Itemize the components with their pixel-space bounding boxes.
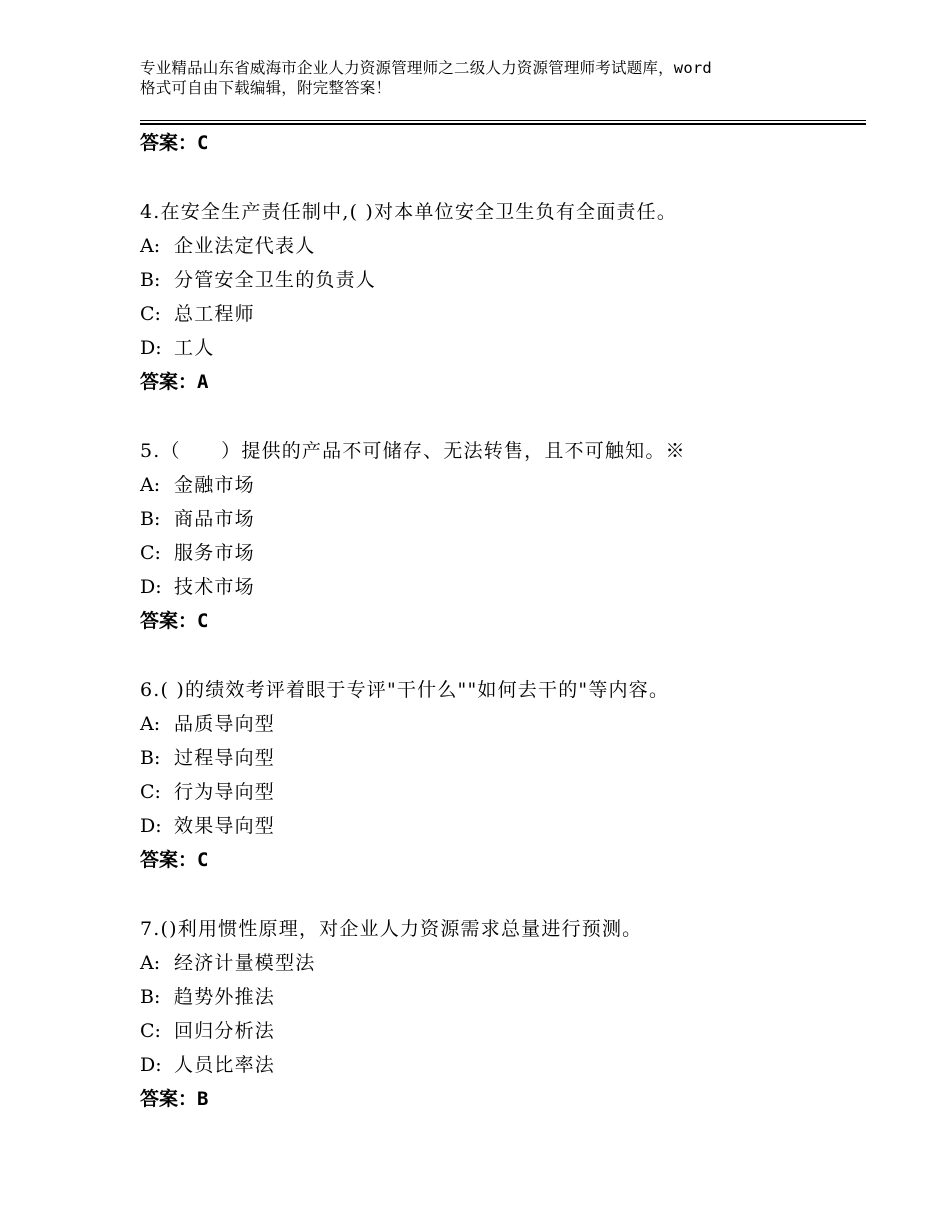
option-text: 商品市场 — [174, 508, 255, 530]
option-text: 效果导向型 — [174, 815, 276, 837]
question-7-option-a — [140, 951, 315, 975]
question-6-option-a — [140, 712, 275, 736]
option-key: A: — [140, 235, 161, 257]
header-line-2: 格式可自由下载编辑，附完整答案！ — [140, 79, 392, 97]
header-divider-thin — [140, 120, 866, 121]
option-key: A: — [140, 952, 161, 974]
option-text: 企业法定代表人 — [174, 235, 316, 257]
option-key: A: — [140, 474, 161, 496]
option-text: 行为导向型 — [174, 781, 276, 803]
option-key: C: — [140, 781, 161, 803]
question-4-option-d — [140, 336, 214, 360]
option-key: D: — [140, 1054, 162, 1076]
option-key: D: — [140, 337, 162, 359]
option-key: B: — [140, 747, 161, 769]
option-text: 金融市场 — [174, 474, 255, 496]
option-key: D: — [140, 576, 162, 598]
previous-answer: 答案：C — [140, 132, 209, 154]
option-key: B: — [140, 986, 161, 1008]
question-5-option-c — [140, 541, 255, 565]
question-5-option-a — [140, 473, 255, 497]
question-5-option-d — [140, 575, 255, 599]
header-divider-thick — [140, 123, 866, 125]
question-6-option-b — [140, 746, 275, 770]
option-text: 回归分析法 — [174, 1020, 276, 1042]
question-4-stem: 4.在安全生产责任制中,( )对本单位安全卫生负有全面责任。 — [140, 201, 678, 223]
question-6-option-c — [140, 780, 275, 804]
option-key: D: — [140, 815, 162, 837]
option-text: 经济计量模型法 — [174, 952, 316, 974]
option-key: B: — [140, 508, 161, 530]
question-4-answer: 答案：A — [140, 371, 209, 393]
question-7-answer: 答案：B — [140, 1088, 209, 1110]
question-5-stem: 5.（ ）提供的产品不可储存、无法转售，且不可触知。※ — [140, 440, 686, 462]
question-4-option-b — [140, 268, 376, 292]
header-line-1: 专业精品山东省威海市企业人力资源管理师之二级人力资源管理师考试题库，word — [140, 59, 712, 77]
option-text: 工人 — [174, 337, 215, 359]
option-text: 总工程师 — [174, 303, 255, 325]
question-7-stem: 7.()利用惯性原理，对企业人力资源需求总量进行预测。 — [140, 918, 643, 940]
question-5-option-b — [140, 507, 255, 531]
option-key: C: — [140, 1020, 161, 1042]
option-text: 分管安全卫生的负责人 — [174, 269, 377, 291]
option-text: 趋势外推法 — [174, 986, 276, 1008]
question-6-option-d — [140, 814, 275, 838]
option-text: 服务市场 — [174, 542, 255, 564]
question-5-answer: 答案：C — [140, 610, 209, 632]
option-key: C: — [140, 303, 161, 325]
option-key: C: — [140, 542, 161, 564]
option-text: 过程导向型 — [174, 747, 276, 769]
option-text: 人员比率法 — [174, 1054, 276, 1076]
question-6-stem: 6.( )的绩效考评着眼于专评"干什么""如何去干的"等内容。 — [140, 679, 670, 701]
question-6-answer: 答案：C — [140, 849, 209, 871]
question-7-option-d — [140, 1053, 275, 1077]
option-key: A: — [140, 713, 161, 735]
document-header — [140, 58, 830, 98]
option-key: B: — [140, 269, 161, 291]
question-7-option-b — [140, 985, 275, 1009]
question-4-option-c — [140, 302, 255, 326]
option-text: 品质导向型 — [174, 713, 276, 735]
option-text: 技术市场 — [174, 576, 255, 598]
question-7-option-c — [140, 1019, 275, 1043]
question-4-option-a — [140, 234, 315, 258]
